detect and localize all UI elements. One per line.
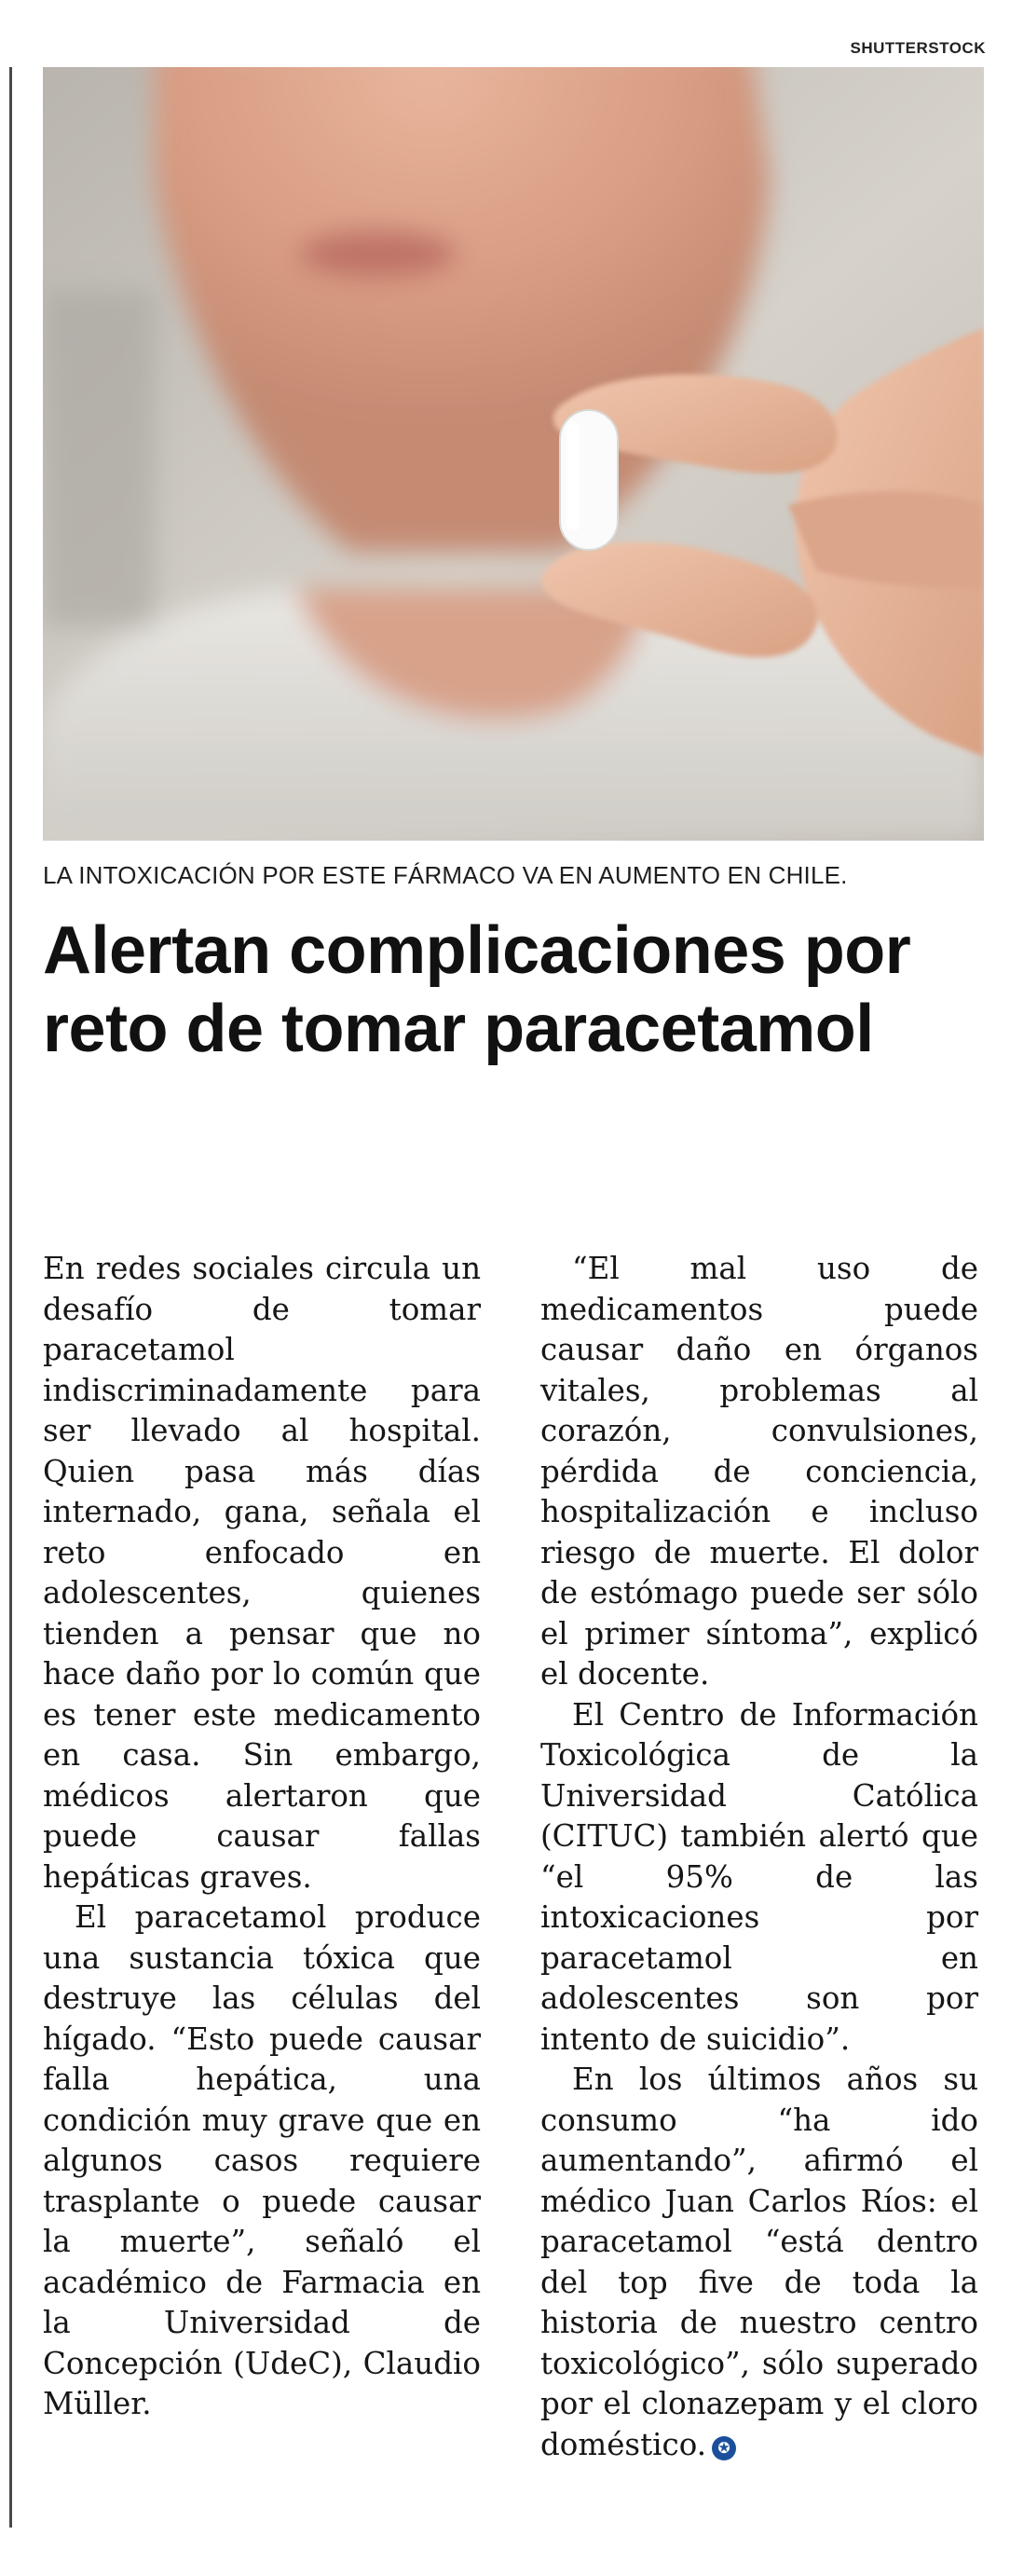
paragraph-3: “El mal uso de medicamentos puede causar daño en órganos vitales, problemas al corazón, convulsiones, pérdida de conciencia, hospitalización e incluso riesgo de muerte. El dolor de estómago puede ser sólo el primer síntoma”, explicó el docente. [540, 1251, 978, 1692]
paragraph-5 [540, 2060, 978, 2465]
column-rule [9, 67, 12, 2528]
star-circle-icon: ✪ [712, 2436, 736, 2460]
paragraph-1: En redes sociales circula un desafío de tomar paracetamol indiscriminadamente para ser llevado al hospital. Quien pasa más días internado, gana, señala el reto enfocado en adolescentes, quienes tienden a pensar que no hace daño por lo común que es tener este medicamento en casa. Sin embargo, médicos alertaron que puede causar fallas hepáticas graves. [43, 1251, 481, 1895]
paragraph-2: El paracetamol produce una sustancia tóxica que destruye las células del hígado. “Esto puede causar falla hepática, una condición muy grave que en algunos casos requiere trasplante o puede causar la muerte”, señaló el académico de Farmacia en la Universidad de Concepción (UdeC), Claudio Müller. [43, 1899, 481, 2421]
pill-icon [560, 410, 618, 550]
paragraph-5-text: En los últimos años su consumo “ha ido aumentando”, afirmó el médico Juan Carlos Ríos: el paracetamol “está dentro del top five de toda la historia de nuestro centro toxicológico”, sólo superado por el clonazepam y el cloro doméstico. [540, 2062, 978, 2462]
photo-credit: SHUTTERSTOCK [850, 39, 986, 57]
article-photo [43, 67, 984, 841]
photo-caption: LA INTOXICACIÓN POR ESTE FÁRMACO VA EN AUMENTO EN CHILE. [43, 861, 848, 889]
article-column-right [540, 1249, 978, 2465]
photo-illustration [43, 67, 984, 841]
paragraph-4: El Centro de Información Toxicológica de la Universidad Católica (CITUC) también alertó que “el 95% de las intoxicaciones por paracetamol en adolescentes son por intento de suicidio”. [540, 1696, 978, 2057]
article-column-left [43, 1249, 481, 2425]
headline: Alertan complicaciones por reto de tomar paracetamol [43, 913, 911, 1066]
